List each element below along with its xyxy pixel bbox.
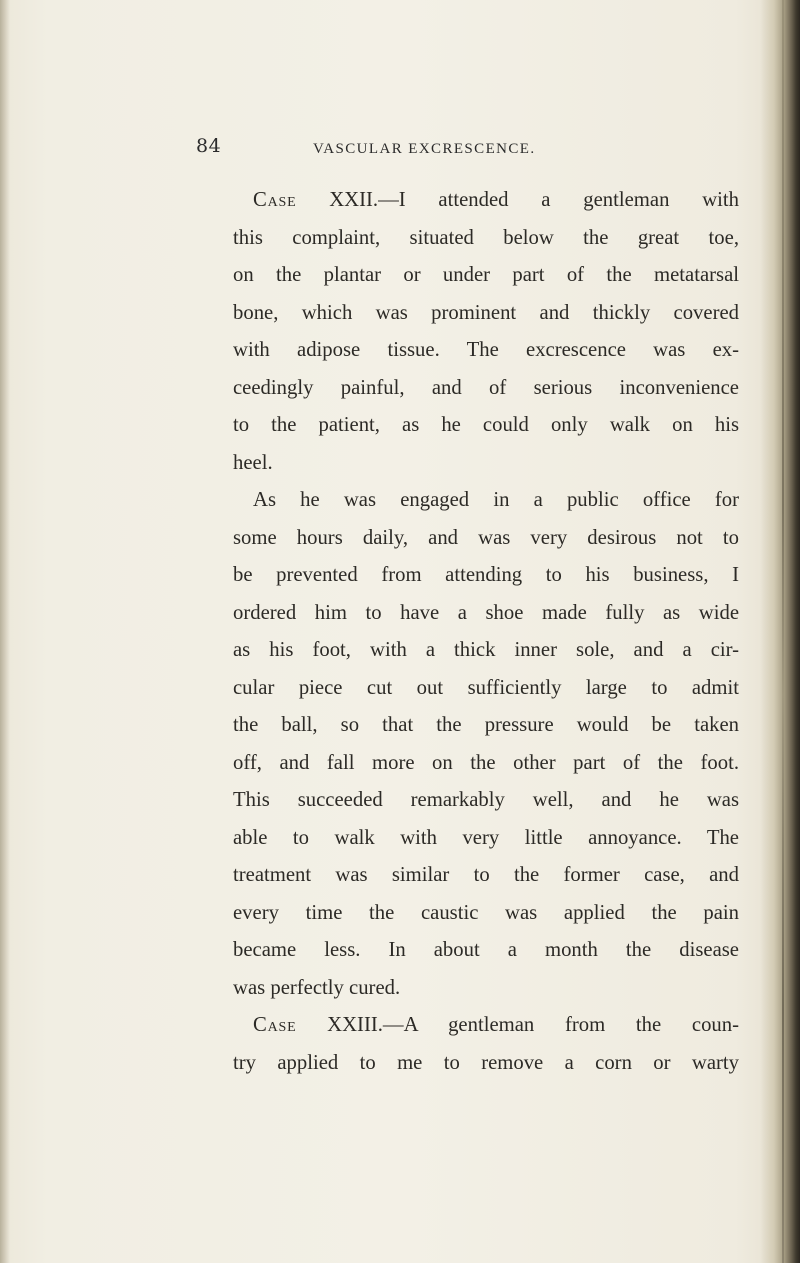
text-line: off, and fall more on the other part of the foot. bbox=[233, 751, 739, 774]
text-line: every time the caustic was applied the pain bbox=[233, 901, 739, 924]
text-line: became less. In about a month the disease bbox=[233, 939, 739, 961]
running-title: VASCULAR EXCRESCENCE. bbox=[313, 141, 536, 157]
text-line bbox=[233, 182, 739, 220]
page-header bbox=[196, 135, 756, 171]
text-line: with adipose tissue. The excrescence was ex- bbox=[233, 339, 739, 361]
body-text bbox=[233, 182, 739, 1082]
page-edge-streak bbox=[782, 0, 784, 1263]
text-line: try applied to me to remove a corn or warty bbox=[233, 1051, 739, 1074]
text-line: ordered him to have a shoe made fully as wide bbox=[233, 601, 739, 624]
text-line: This succeeded remarkably well, and he was bbox=[233, 789, 739, 811]
line-text: XXII.—I attended a gentleman with bbox=[296, 189, 739, 211]
text-line: cular piece cut out sufficiently large to admit bbox=[233, 676, 739, 699]
text-line: able to walk with very little annoyance. The bbox=[233, 826, 739, 849]
text-line: was perfectly cured. bbox=[233, 976, 401, 999]
text-line: be prevented from attending to his business, I bbox=[233, 564, 739, 586]
text-line: bone, which was prominent and thickly covered bbox=[233, 301, 739, 324]
text-line: to the patient, as he could only walk on his bbox=[233, 414, 739, 436]
case-label: Case bbox=[253, 189, 297, 211]
text-line: this complaint, situated below the great toe, bbox=[233, 226, 739, 249]
page-number: 84 bbox=[196, 135, 222, 157]
text-line: As he was engaged in a public office for bbox=[253, 489, 739, 511]
text-line: ceedingly painful, and of serious inconvenience bbox=[233, 376, 739, 399]
line-text: XXIII.—A gentleman from the coun- bbox=[296, 1014, 739, 1036]
text-line: as his foot, with a thick inner sole, and a cir- bbox=[233, 639, 739, 661]
text-line: treatment was similar to the former case, and bbox=[233, 864, 739, 886]
case-label: Case bbox=[253, 1014, 297, 1036]
page-binding-edge bbox=[760, 0, 800, 1263]
text-line: some hours daily, and was very desirous not to bbox=[233, 526, 739, 549]
page-left-edge-shadow bbox=[0, 0, 10, 1263]
text-line: heel. bbox=[233, 451, 273, 474]
text-line bbox=[233, 1007, 739, 1045]
text-line: the ball, so that the pressure would be taken bbox=[233, 714, 739, 736]
text-line: on the plantar or under part of the metatarsal bbox=[233, 264, 739, 286]
